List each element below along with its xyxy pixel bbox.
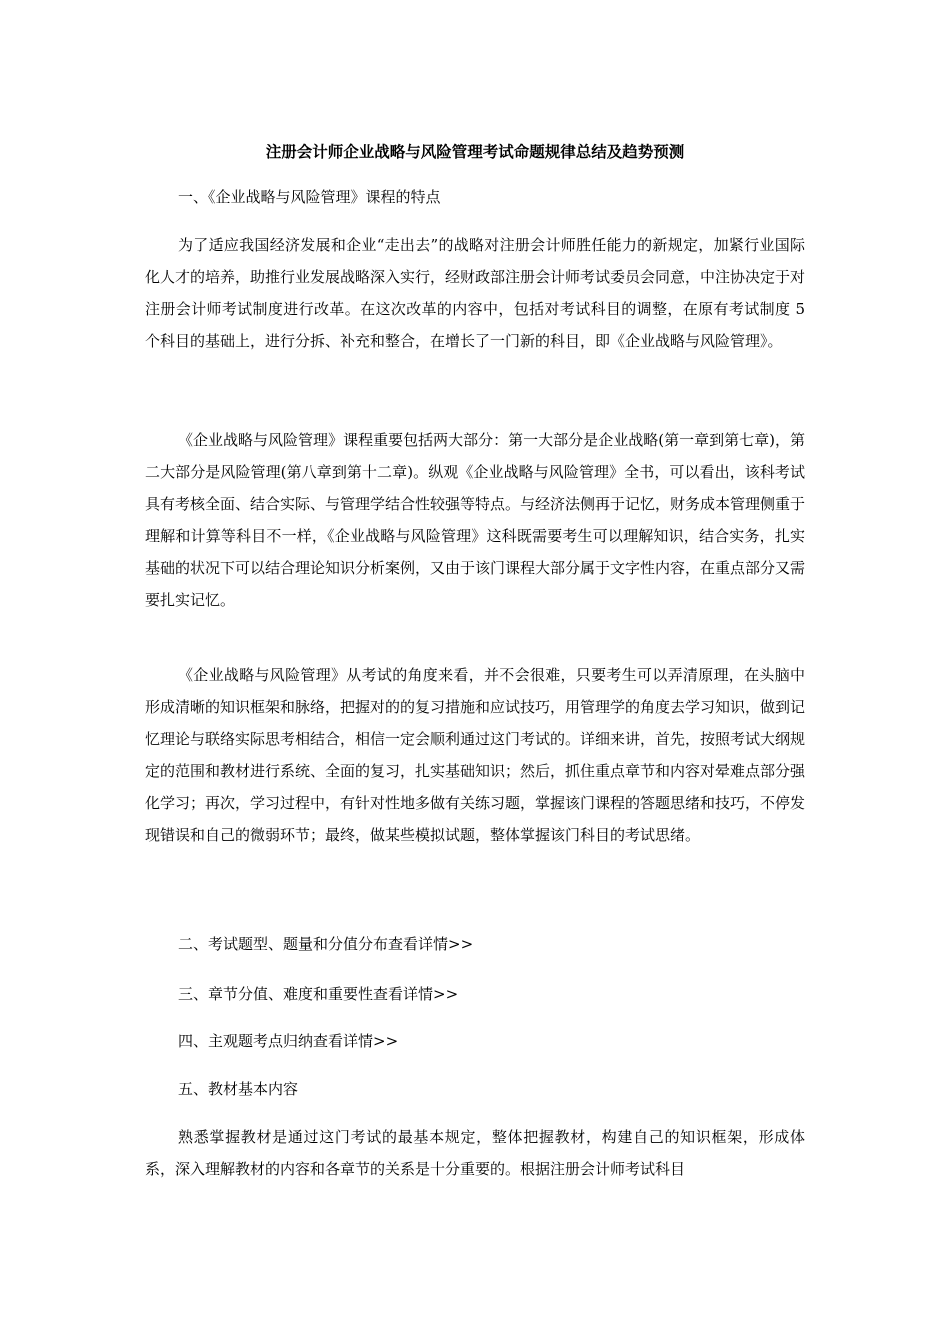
paragraph-study-approach: 《企业战略与风险管理》从考试的角度来看，并不会很难，只要考生可以弄清原理，在头脑中形成清晰的知识框架和脉络，把握对的的复习措施和应试技巧，用管理学的角度去学习知识，做到记忆理论与联络实际思考相结合，相信一定会顺利通过这门考试的。详细来讲，首先，按照考试大纲规定的范围和教材进行系统、全面的复习，扎实基础知识；然后，抓住重点章节和内容对晕难点部分强化学习；再次，学习过程中，有针对性地多做有关练习题，掌握该门课程的答题思绪和技巧，不停发现错误和自己的微弱环节；最终，做某些模拟试题，整体掌握该门科目的考试思绪。	[145, 666, 806, 844]
document-title: 注册会计师企业战略与风险管理考试命题规律总结及趋势预测	[265, 143, 685, 161]
section-heading-exam-format-link[interactable]: 二、考试题型、题量和分值分布查看详情>>	[178, 935, 474, 953]
section-heading-chapter-scores-link[interactable]: 三、章节分值、难度和重要性查看详情>>	[178, 985, 459, 1003]
paragraph-background: 为了适应我国经济发展和企业“走出去”的战略对注册会计师胜任能力的新规定，加紧行业国际化人才的培养，助推行业发展战略深入实行，经财政部注册会计师考试委员会同意，中注协决定于对注册会计师考试制度进行改革。在这次改革的内容中，包括对考试科目的调整，在原有考试制度 5 个科目的基础上，进行分拆、补充和整合，在增长了一门新的科目，即《企业战略与风险管理》。	[145, 236, 806, 350]
section-heading-subjective-topics-link[interactable]: 四、主观题考点归纳查看详情>>	[178, 1032, 399, 1050]
section-heading-textbook-content: 五、教材基本内容	[178, 1080, 299, 1098]
section-heading-course-features: 一、《企业战略与风险管理》课程的特点	[178, 188, 441, 206]
paragraph-textbook-mastery: 熟悉掌握教材是通过这门考试的最基本规定，整体把握教材，构建自己的知识框架，形成体系，深入理解教材的内容和各章节的关系是十分重要的。根据注册会计师考试科目	[145, 1128, 805, 1178]
paragraph-course-structure: 《企业战略与风险管理》课程重要包括两大部分：第一大部分是企业战略(第一章到第七章)，第二大部分是风险管理(第八章到第十二章)。纵观《企业战略与风险管理》全书，可以看出，该科考试具有考核全面、结合实际、与管理学结合性较强等特点。与经济法侧再于记忆，财务成本管理侧重于理解和计算等科目不一样，《企业战略与风险管理》这科既需要考生可以理解知识，结合实务，扎实基础的状况下可以结合理论知识分析案例，又由于该门课程大部分属于文字性内容，在重点部分又需要扎实记忆。	[145, 431, 806, 609]
